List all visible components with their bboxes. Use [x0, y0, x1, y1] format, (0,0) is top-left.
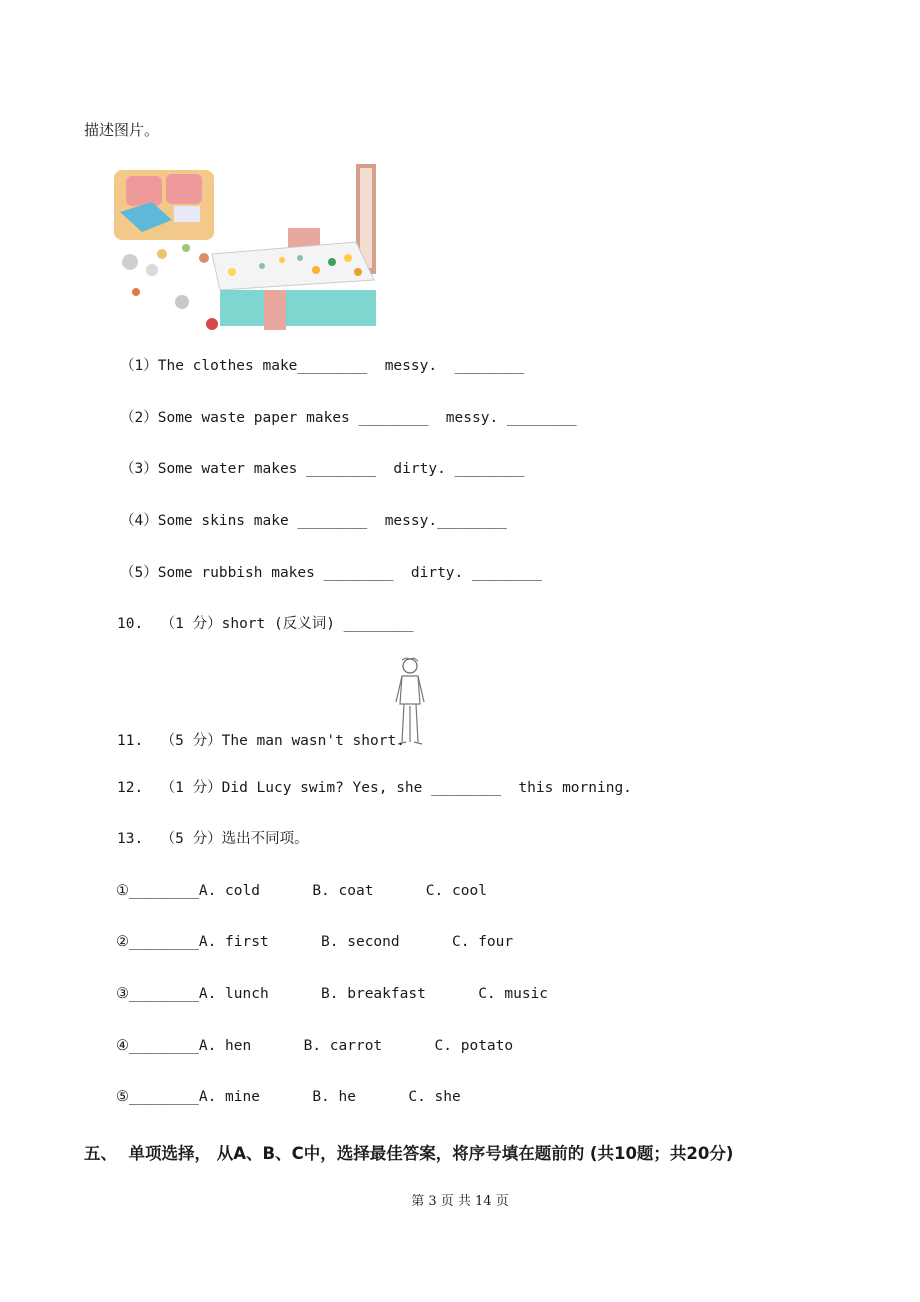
question-10: 10. （1 分）short (反义词) ________ [117, 616, 414, 632]
sub-question-5: （5）Some rubbish makes ________ dirty. ________ [120, 565, 542, 581]
table-top [212, 242, 374, 290]
section-heading: 五、 单项选择， 从A、B、C中，选择最佳答案，将序号填在题前的 (共10题；共20分) [84, 1144, 734, 1163]
peel [182, 244, 190, 252]
choice-row-1: ①________A. cold B. coat C. cool [116, 883, 487, 899]
rubbish [132, 288, 140, 296]
choice-row-3: ③________A. lunch B. breakfast C. music [116, 986, 549, 1002]
question-13: 13. （5 分）选出不同项。 [117, 831, 309, 847]
choice-row-5: ⑤________A. mine B. he C. she [116, 1089, 461, 1105]
choice-row-2: ②________A. first B. second C. four [116, 934, 514, 950]
rubbish [175, 295, 189, 309]
sub-question-4: （4）Some skins make ________ messy.________ [120, 513, 507, 529]
sub-question-2: （2）Some waste paper makes ________ messy. ________ [120, 410, 577, 426]
toy-car [206, 318, 218, 330]
peel [228, 268, 236, 276]
paper [174, 206, 200, 222]
choice-row-4: ④________A. hen B. carrot C. potato [116, 1038, 514, 1054]
peel [157, 249, 167, 259]
table-leg [264, 290, 286, 330]
page-footer: 第 3 页 共 14 页 [411, 1194, 509, 1209]
question-11: 11. （5 分）The man wasn't short. [117, 733, 405, 749]
messy-room-illustration [112, 162, 380, 334]
can [122, 254, 138, 270]
question-12: 12. （1 分）Did Lucy swim? Yes, she ________ this morning. [117, 780, 632, 796]
cushion [126, 176, 162, 206]
sub-question-3: （3）Some water makes ________ dirty. ________ [120, 461, 525, 477]
instruction-text: 描述图片。 [84, 121, 160, 139]
sub-question-1: （1）The clothes make________ messy. ________ [120, 358, 525, 374]
peel [199, 253, 209, 263]
can [146, 264, 158, 276]
cushion [166, 174, 202, 204]
tablecloth [220, 290, 376, 326]
